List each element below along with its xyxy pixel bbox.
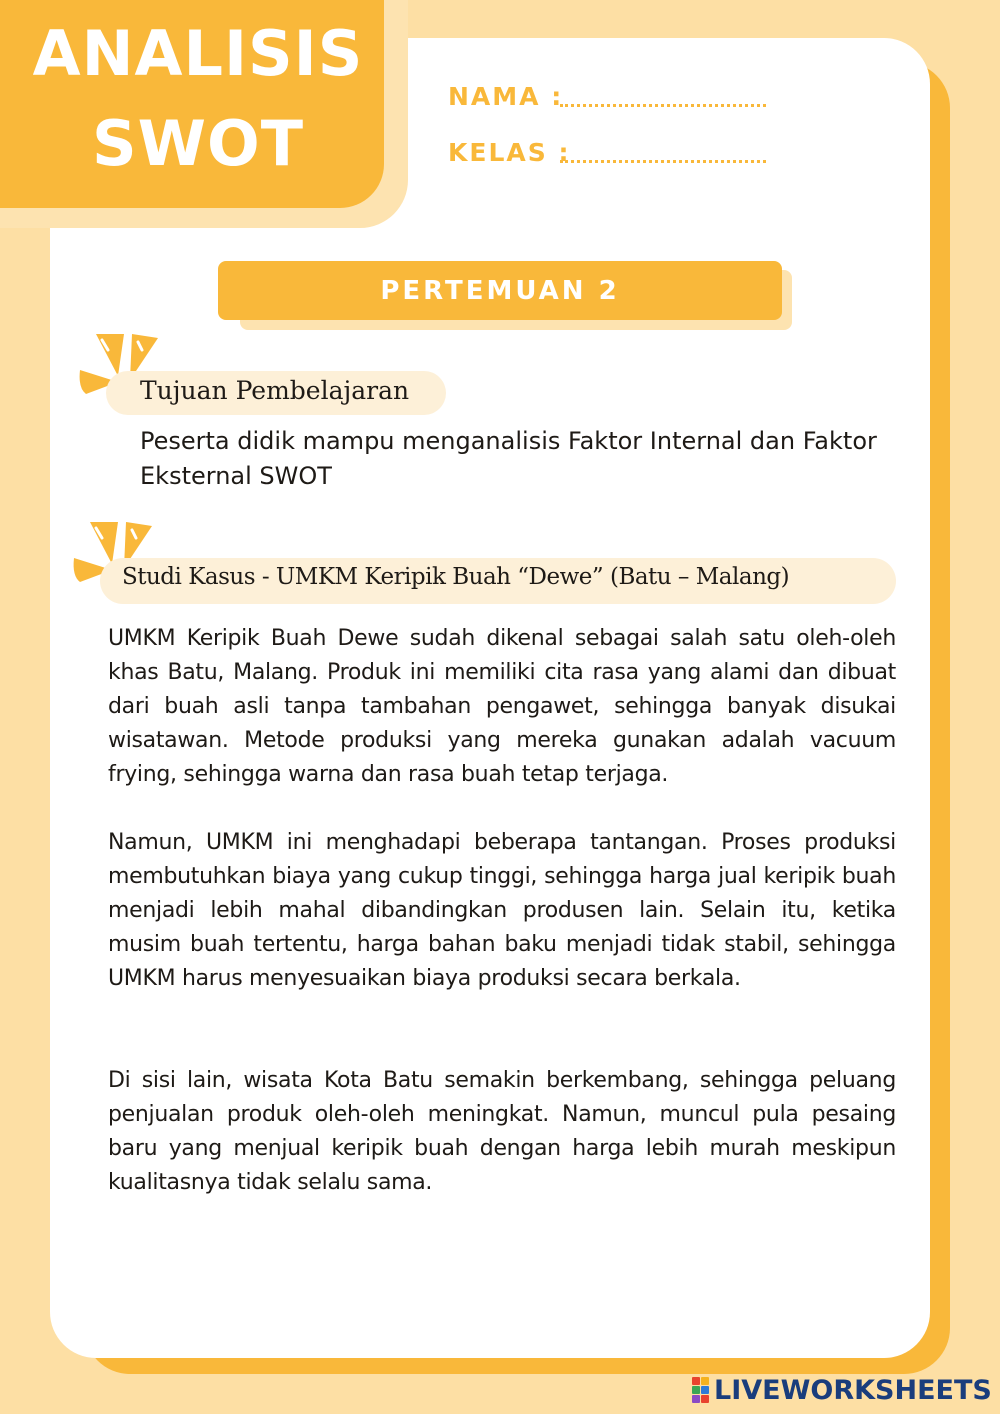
title-line-2: SWOT [91, 107, 305, 180]
session-banner: PERTEMUAN 2 [218, 261, 782, 320]
case-paragraph-1: UMKM Keripik Buah Dewe sudah dikenal sebagai salah satu oleh-oleh khas Batu, Malang. Produk ini memiliki cita rasa yang alami dan dibuat dari buah asli tanpa tambahan pengawet, sehingga banyak disukai wisatawan. Metode produksi yang mereka gunakan adalah vacuum frying, sehingga warna dan rasa buah tetap terjaga. [108, 626, 896, 787]
case-study-heading-pill [100, 558, 896, 604]
logo-text: LIVEWORKSHEETS [714, 1374, 992, 1406]
name-label: NAMA : [448, 82, 564, 111]
objective-text: Peserta didik mampu menganalisis Faktor Internal dan Faktor Eksternal SWOT [140, 427, 877, 490]
name-input-line[interactable] [560, 84, 766, 107]
title-line-1: ANALISIS [32, 17, 364, 90]
logo-mark-icon [692, 1377, 710, 1403]
case-paragraph-3: Di sisi lain, wisata Kota Batu semakin berkembang, sehingga peluang penjualan produk oleh-oleh meningkat. Namun, muncul pula pesaing baru yang menjual keripik buah dengan harga lebih murah meskipun kualitasnya tidak selalu sama. [108, 1068, 896, 1195]
case-study-heading: Studi Kasus - UMKM Keripik Buah “Dewe” (Batu – Malang) [122, 564, 790, 590]
objective-heading-pill [106, 371, 446, 415]
case-paragraph-2: Namun, UMKM ini menghadapi beberapa tantangan. Proses produksi membutuhkan biaya yang cukup tinggi, sehingga harga jual keripik buah menjadi lebih mahal dibandingkan produsen lain. Selain itu, ketika musim buah tertentu, harga bahan baku menjadi tidak stabil, sehingga UMKM harus menyesuaikan biaya produksi secara berkala. [108, 830, 896, 991]
class-label: KELAS : [448, 138, 571, 167]
page-title [0, 14, 396, 184]
class-input-line[interactable] [560, 140, 766, 163]
objective-heading: Tujuan Pembelajaran [140, 376, 410, 405]
class-field [448, 138, 570, 167]
name-field [448, 82, 563, 111]
liveworksheets-logo[interactable] [692, 1373, 992, 1407]
